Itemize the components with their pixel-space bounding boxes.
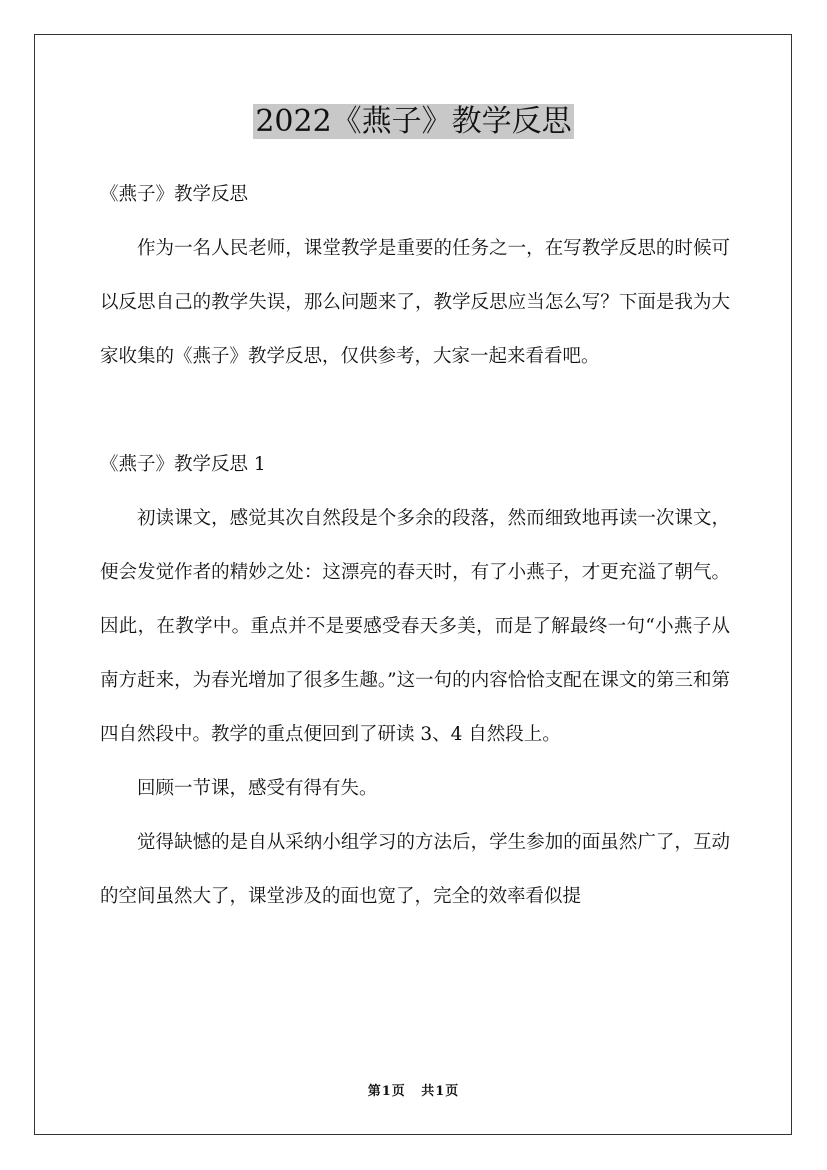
intro-paragraph: 作为一名人民老师，课堂教学是重要的任务之一，在写教学反思的时候可以反思自己的教学失误，那么问题来了，教学反思应当怎么写？下面是我为大家收集的《燕子》教学反思，仅供参考，大家一起来看看吧。 — [100, 238, 730, 367]
page-number: 第1页 — [367, 1084, 406, 1099]
page-footer — [0, 1082, 827, 1102]
document-body — [100, 168, 730, 924]
body-paragraph: 回顾一节课，感受有得有失。 — [137, 778, 378, 799]
section-heading: 《燕子》教学反思 1 — [100, 454, 266, 475]
body-paragraph: 觉得缺憾的是自从采纳小组学习的方法后，学生参加的面虽然广了，互动的空间虽然大了，课堂涉及的面也宽了，完全的效率看似提 — [100, 832, 730, 907]
document-title — [0, 100, 827, 144]
document-title-text: 2022《燕子》教学反思 — [255, 104, 572, 139]
document-subtitle: 《燕子》教学反思 — [100, 184, 249, 205]
blank-line — [100, 384, 730, 438]
page-total: 共1页 — [421, 1084, 460, 1099]
body-paragraph: 初读课文，感觉其次自然段是个多余的段落，然而细致地再读一次课文，便会发觉作者的精妙之处：这漂亮的春天时，有了小燕子，才更充溢了朝气。因此，在教学中。重点并不是要感受春天多美，而是了解最终一句“小燕子从南方赶来，为春光增加了很多生趣。”这一句的内容恰恰支配在课文的第三和第四自然段中。教学的重点便回到了研读 3、4 自然段上。 — [100, 508, 730, 745]
